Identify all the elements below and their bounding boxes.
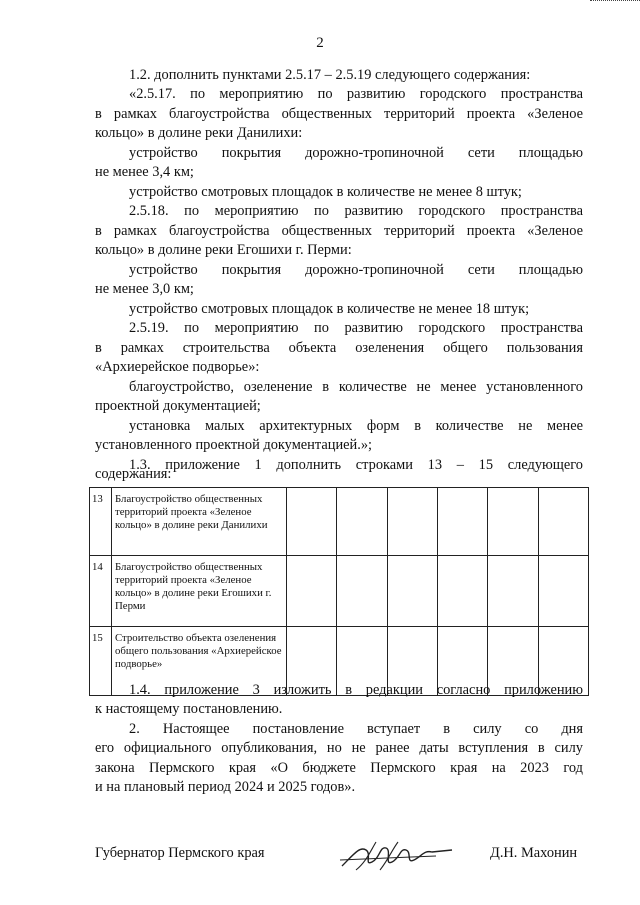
empty-cell <box>488 556 538 627</box>
top-edge-mark <box>590 0 640 7</box>
empty-cell <box>287 556 337 627</box>
empty-cell <box>538 556 588 627</box>
paragraph-2-5-17-line1: «2.5.17. по мероприятию по развитию городского пространства <box>129 86 583 102</box>
appendix-rows-table <box>89 487 589 696</box>
empty-cell <box>488 488 538 556</box>
empty-cell <box>437 488 487 556</box>
row-number: 14 <box>90 556 112 627</box>
row-name: Строительство объекта озеленения общего пользования «Архиерейское подворье» <box>112 627 287 696</box>
signature-position: Губернатор Пермского края <box>95 845 265 861</box>
paragraph-2-5-19-line1: 2.5.19. по мероприятию по развитию городского пространства <box>129 320 583 336</box>
handwritten-signature <box>336 836 456 876</box>
paragraph-egoshikha-platforms: устройство смотровых площадок в количестве не менее 18 штук; <box>129 301 530 317</box>
paragraph-1-3-line2: содержания: <box>95 466 172 482</box>
paragraph-2-line2: его официального опубликования, но не ранее даты вступления в силу <box>95 740 583 756</box>
row-number: 13 <box>90 488 112 556</box>
paragraph-danilikha-platforms: устройство смотровых площадок в количестве не менее 8 штук; <box>129 184 522 200</box>
empty-cell <box>387 556 437 627</box>
paragraph-2-5-18-line1: 2.5.18. по мероприятию по развитию городского пространства <box>129 203 583 219</box>
row-name: Благоустройство общественных территорий проекта «Зеленое кольцо» в долине реки Данилихи <box>112 488 287 556</box>
paragraph-2-line4: и на плановый период 2024 и 2025 годов». <box>95 779 356 795</box>
paragraph-1-4-line2: к настоящему постановлению. <box>95 701 283 717</box>
paragraph-landscaping-line1: благоустройство, озеленение в количестве не менее установленного <box>129 379 583 395</box>
paragraph-2-5-19-line2: в рамках строительства объекта озеленения общего пользования <box>95 340 583 356</box>
empty-cell <box>538 488 588 556</box>
paragraph-2-5-17-line3: кольцо» в долине реки Данилихи: <box>95 125 303 141</box>
paragraph-2-line3: закона Пермского края «О бюджете Пермского края на 2023 год <box>95 760 583 776</box>
paragraph-2-5-19-line3: «Архиерейское подворье»: <box>95 359 260 375</box>
row-name: Благоустройство общественных территорий проекта «Зеленое кольцо» в долине реки Егошихи г. Перми <box>112 556 287 627</box>
paragraph-egoshikha-path-line2: не менее 3,0 км; <box>95 281 194 297</box>
page-number: 2 <box>316 35 324 51</box>
paragraph-1-2: 1.2. дополнить пунктами 2.5.17 – 2.5.19 следующего содержания: <box>129 67 531 83</box>
paragraph-2-5-17-line2: в рамках благоустройства общественных территорий проекта «Зеленое <box>95 106 583 122</box>
table-row <box>90 488 589 556</box>
paragraph-2-5-18-line3: кольцо» в долине реки Егошихи г. Перми: <box>95 242 352 258</box>
paragraph-danilikha-path-line1: устройство покрытия дорожно-тропиночной сети площадью <box>129 145 583 161</box>
empty-cell <box>437 556 487 627</box>
row-number: 15 <box>90 627 112 696</box>
paragraph-1-4-line1: 1.4. приложение 3 изложить в редакции согласно приложению <box>129 682 583 698</box>
paragraph-2-line1: 2. Настоящее постановление вступает в силу со дня <box>129 721 583 737</box>
paragraph-landscaping-line2: проектной документацией; <box>95 398 261 414</box>
table-row <box>90 556 589 627</box>
signature-name: Д.Н. Махонин <box>490 845 578 861</box>
empty-cell <box>337 488 387 556</box>
paragraph-2-5-18-line2: в рамках благоустройства общественных территорий проекта «Зеленое <box>95 223 583 239</box>
paragraph-small-forms-line2: установленного проектной документацией.»; <box>95 437 373 453</box>
empty-cell <box>287 488 337 556</box>
empty-cell <box>387 488 437 556</box>
paragraph-egoshikha-path-line1: устройство покрытия дорожно-тропиночной сети площадью <box>129 262 583 278</box>
paragraph-1-3-line1: 1.3. приложение 1 дополнить строками 13 – 15 следующего <box>129 457 583 473</box>
paragraph-small-forms-line1: установка малых архитектурных форм в количестве не менее <box>129 418 583 434</box>
paragraph-danilikha-path-line2: не менее 3,4 км; <box>95 164 194 180</box>
empty-cell <box>337 556 387 627</box>
